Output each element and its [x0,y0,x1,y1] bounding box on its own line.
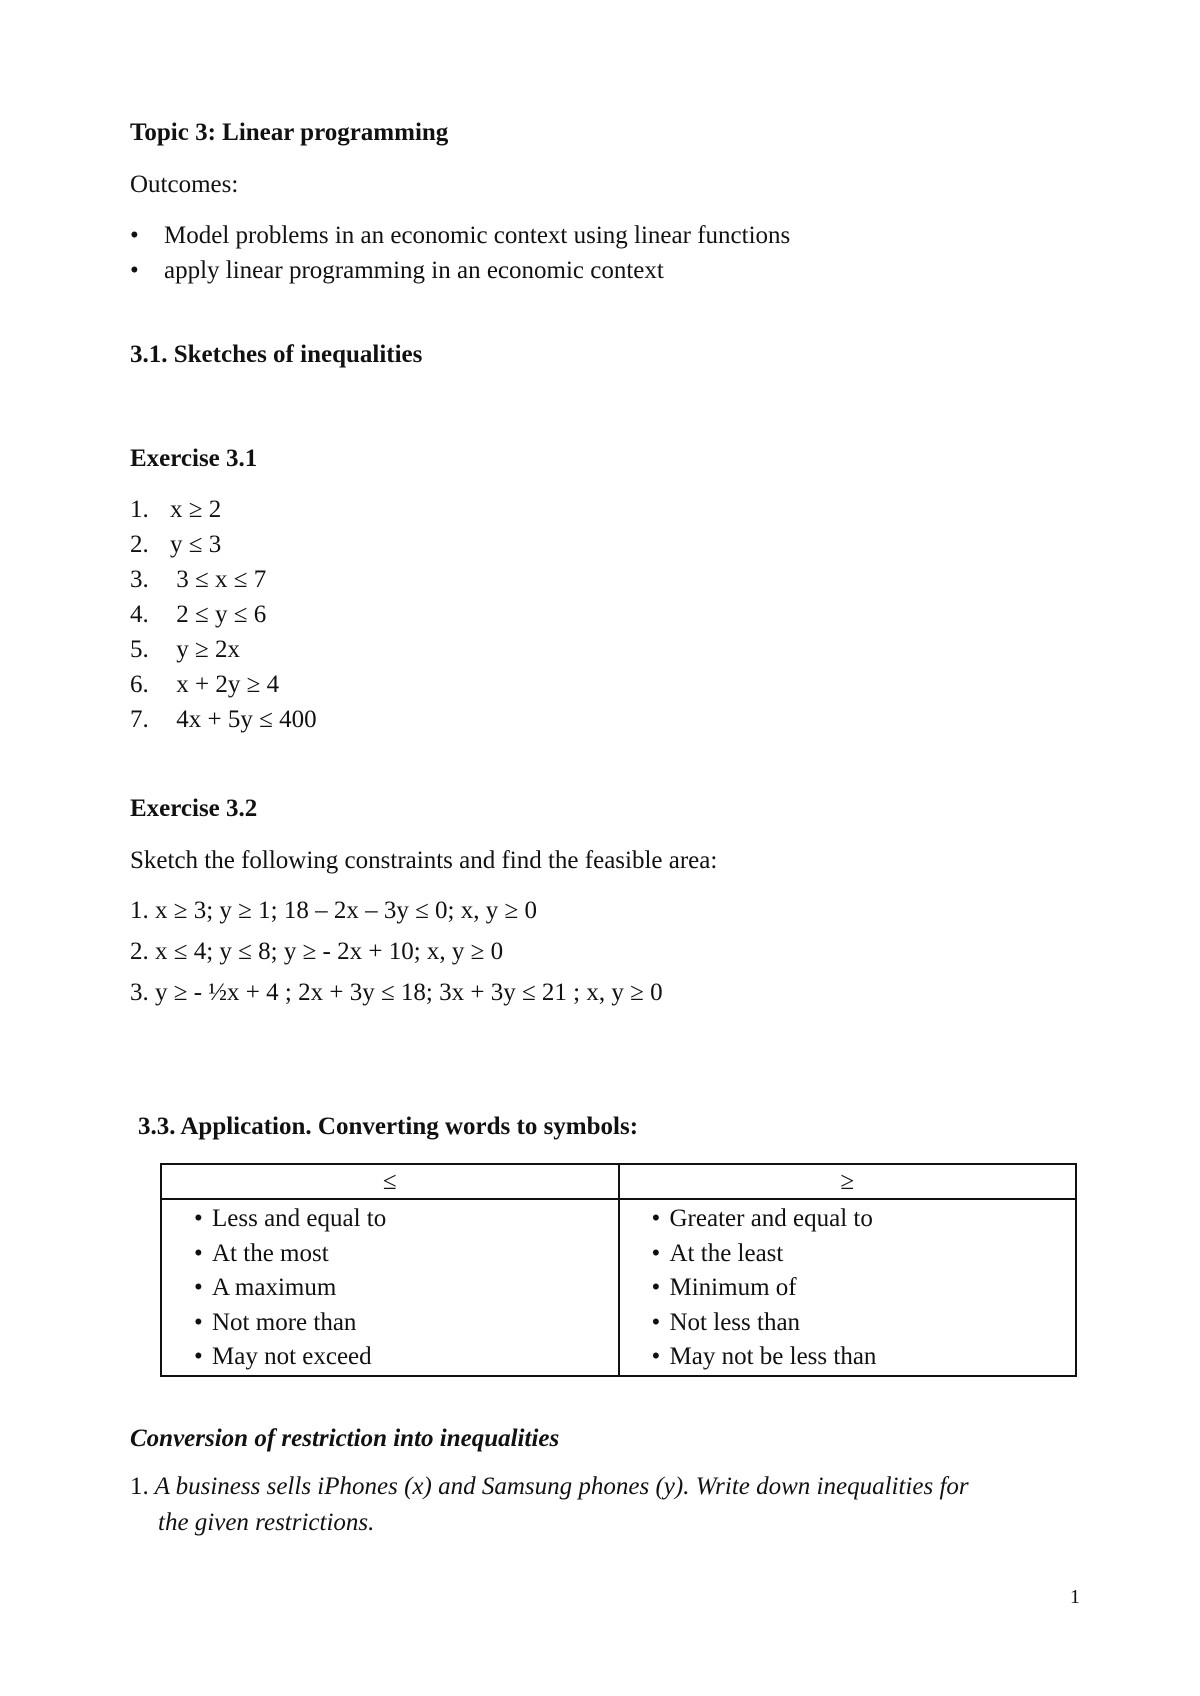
list-item: • May not exceed [212,1340,618,1375]
list-item: • At the most [212,1237,618,1272]
list-item: • Not more than [212,1306,618,1341]
bullet-icon: • [651,1343,661,1370]
exercise-3-1-list [130,492,317,737]
topic-title: Topic 3: Linear programming [130,119,449,146]
outcome-item: • Model problems in an economic context using linear functions [130,218,790,253]
header-greater-equal: ≥ [619,1164,1077,1199]
list-item: 5. y ≥ 2x [130,636,240,663]
bullet-icon: • [651,1274,661,1301]
outcomes-label: Outcomes: [130,171,239,198]
list-item: 7. 4x + 5y ≤ 400 [130,706,317,733]
outcome-item: • apply linear programming in an economic context [130,253,790,288]
bullet-icon: • [194,1205,203,1232]
exercise-3-1-title: Exercise 3.1 [130,445,258,472]
exercise-3-2-title: Exercise 3.2 [130,795,258,822]
problem-number: 1. [130,1473,149,1500]
list-item: • May not be less than [670,1340,1076,1375]
bullet-icon: • [130,222,139,249]
table-row [161,1199,1076,1376]
problem-1-line-2: the given restrictions. [158,1509,375,1536]
list-item: 2. x ≤ 4; y ≤ 8; y ≥ - 2x + 10; x, y ≥ 0 [130,938,504,965]
list-item: 6. x + 2y ≥ 4 [130,671,280,698]
list-item: • Minimum of [670,1271,1076,1306]
bullet-icon: • [130,257,139,284]
conversion-heading: Conversion of restriction into inequalities [130,1425,560,1452]
list-item: 4. 2 ≤ y ≤ 6 [130,601,267,628]
section-heading-3-1: 3.1. Sketches of inequalities [130,341,423,368]
list-item: • At the least [670,1237,1076,1272]
bullet-icon: • [194,1343,203,1370]
outcomes-list [130,218,790,288]
list-item: • Greater and equal to [670,1202,1076,1237]
table-header-row [161,1164,1076,1199]
list-item: • Less and equal to [212,1202,618,1237]
problem-text: A business sells iPhones (x) and Samsung phones (y). Write down inequalities for [154,1473,969,1500]
list-item: 3. y ≥ - ½x + 4 ; 2x + 3y ≤ 18; 3x + 3y ≤ 21 ; x, y ≥ 0 [130,979,663,1006]
list-item: 2. y ≤ 3 [130,531,222,558]
bullet-icon: • [651,1308,661,1336]
greater-equal-column [619,1199,1077,1376]
list-item: 1. x ≥ 3; y ≥ 1; 18 – 2x – 3y ≤ 0; x, y ≥ 0 [130,897,537,924]
list-item: 3. 3 ≤ x ≤ 7 [130,566,267,593]
bullet-icon: • [194,1239,203,1267]
bullet-icon: • [651,1205,661,1232]
exercise-3-2-list [130,890,663,1013]
list-item: 1. x ≥ 2 [130,496,222,523]
bullet-icon: • [651,1239,661,1267]
section-heading-3-3: 3.3. Application. Converting words to symbols: [138,1113,639,1140]
page-number: 1 [1070,1586,1080,1608]
problem-1-line-1 [130,1472,969,1502]
exercise-3-2-intro: Sketch the following constraints and find the feasible area: [130,847,718,874]
less-equal-column [161,1199,619,1376]
bullet-icon: • [194,1274,203,1301]
header-less-equal: ≤ [161,1164,619,1199]
bullet-icon: • [194,1308,203,1336]
conversion-table [160,1163,1077,1377]
list-item: • Not less than [670,1306,1076,1341]
list-item: • A maximum [212,1271,618,1306]
